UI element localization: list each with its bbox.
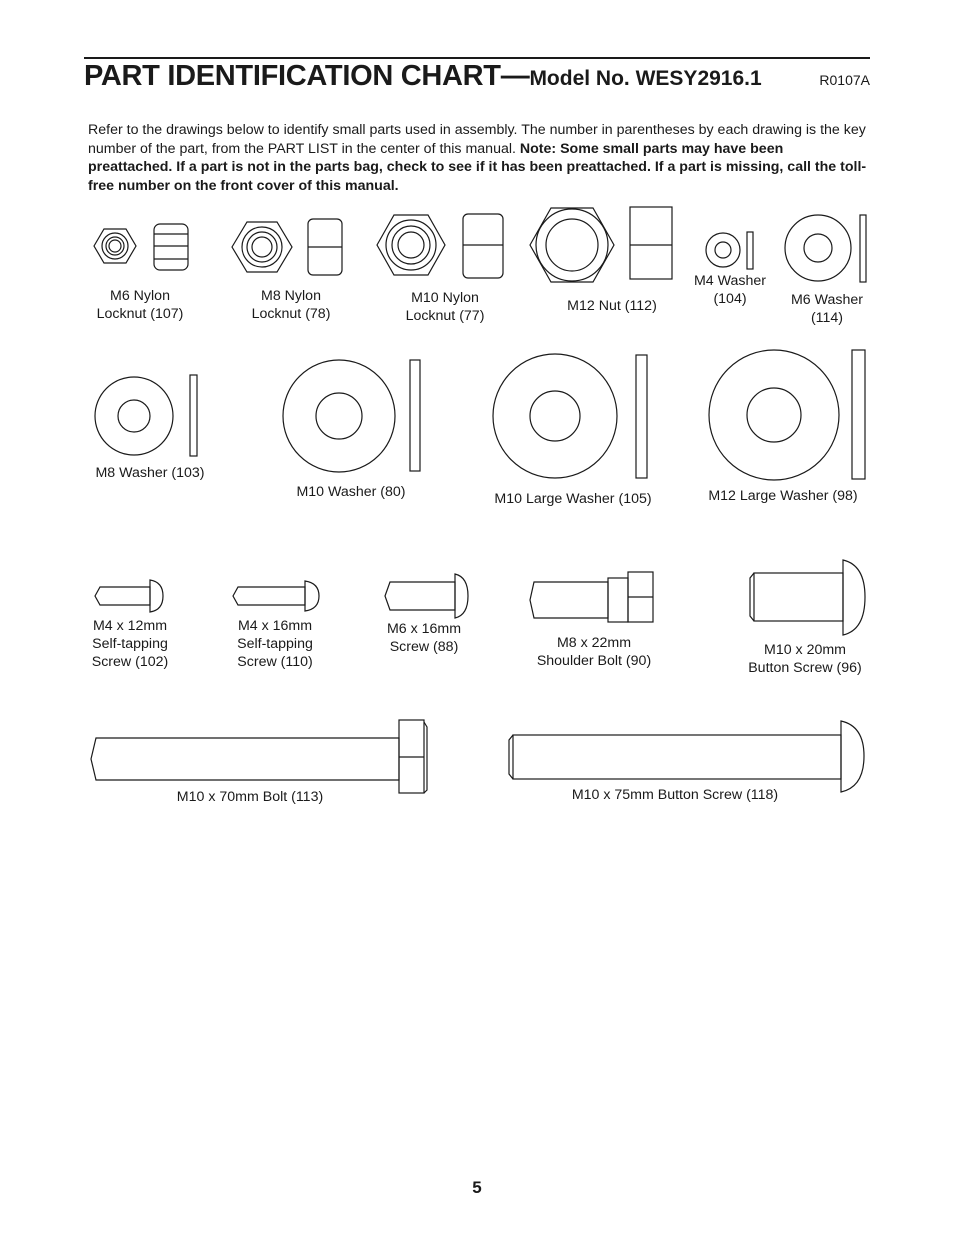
m6-nylon-locknut-label: M6 Nylon Locknut (107) <box>96 288 184 322</box>
m8-washer-label: M8 Washer (103) <box>95 465 205 481</box>
m8x22-shoulder-bolt-drawing <box>530 572 653 622</box>
m4x16-screw-drawing <box>233 581 319 611</box>
m10x75-button-screw-drawing <box>509 721 864 792</box>
reference-code: R0107A <box>819 72 870 88</box>
m10x75-button-screw-label: M10 x 75mm Button Screw (118) <box>571 787 779 803</box>
m4-washer-label: M4 Washer (104) <box>693 273 766 307</box>
m4x16-screw-label: M4 x 16mm Self-tapping Screw (110) <box>237 618 313 670</box>
m10x70-bolt-drawing <box>91 720 427 793</box>
m10x20-button-screw-label: M10 x 20mm Button Screw (96) <box>748 642 862 676</box>
m8x22-shoulder-bolt-label: M8 x 22mm Shoulder Bolt (90) <box>536 635 652 669</box>
title-model: Model No. WESY2916.1 <box>529 67 762 90</box>
m10-washer-drawing <box>283 360 420 472</box>
m12-nut-label: M12 Nut (112) <box>567 298 657 314</box>
m12-large-washer-label: M12 Large Washer (98) <box>708 488 858 504</box>
m6-nylon-locknut-drawing <box>94 224 188 270</box>
intro-note: Note: Some small parts may have been preattached. If a part is not in the parts bag, check to see if it has been preattached. If a part is missing, call the toll-free number on the front cover of this manual. <box>88 140 867 194</box>
m12-nut-drawing <box>530 207 672 282</box>
page-number: 5 <box>472 1178 482 1197</box>
m8-washer-drawing <box>95 375 197 456</box>
m6x16-screw-drawing <box>385 574 468 618</box>
m6x16-screw-label: M6 x 16mm Screw (88) <box>386 621 462 655</box>
m4x12-screw-label: M4 x 12mm Self-tapping Screw (102) <box>91 618 169 670</box>
m10-washer-label: M10 Washer (80) <box>296 484 406 500</box>
m6-washer-drawing <box>785 215 866 282</box>
m12-large-washer-drawing <box>709 350 865 480</box>
m4x12-screw-drawing <box>95 580 163 612</box>
m6-washer-label: M6 Washer (114) <box>790 292 863 326</box>
m10-large-washer-drawing <box>493 354 647 478</box>
m4-washer-drawing <box>706 232 753 269</box>
m10x70-bolt-label: M10 x 70mm Bolt (113) <box>176 789 324 805</box>
intro-text: Refer to the drawings below to identify small parts used in assembly. The number in parentheses by each drawing is the key number of the part, from the PART LIST in the center of this manual. <box>88 122 866 157</box>
title-main: PART IDENTIFICATION CHART— <box>84 60 530 92</box>
m10-nylon-locknut-label: M10 Nylon Locknut (77) <box>405 290 485 324</box>
m10x20-button-screw-drawing <box>750 560 865 635</box>
m8-nylon-locknut-drawing <box>232 219 342 275</box>
m10-large-washer-label: M10 Large Washer (105) <box>494 491 652 507</box>
m10-nylon-locknut-drawing <box>377 214 503 278</box>
m8-nylon-locknut-label: M8 Nylon Locknut (78) <box>251 288 331 322</box>
